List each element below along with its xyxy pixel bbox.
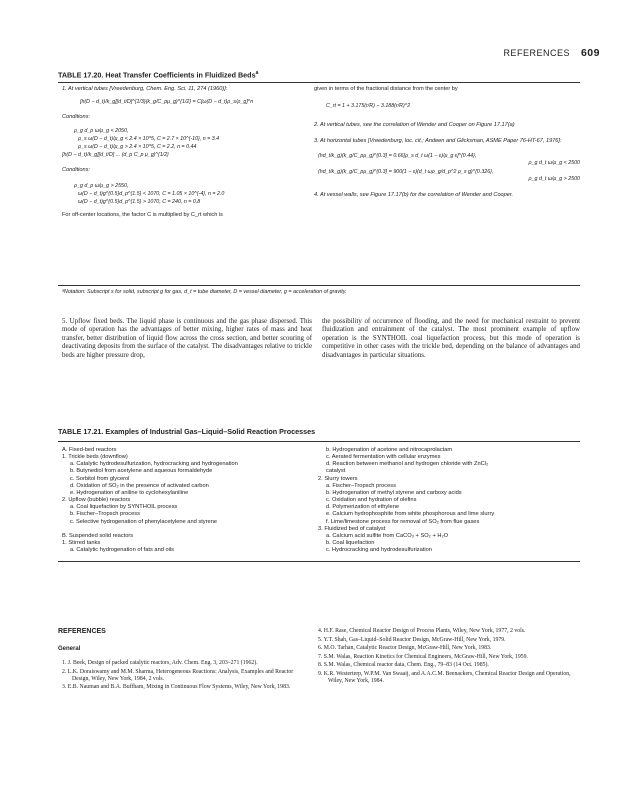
table-17-20-bottom-rule xyxy=(58,285,580,286)
reference-entry: 6. M.O. Tarhan, Catalytic Reactor Design, McGraw-Hill, New York, 1983. xyxy=(318,645,492,652)
reference-entry: 5. Y.T. Shah, Gas–Liquid–Solid Reactor Design, McGraw-Hill, New York, 1979. xyxy=(318,636,506,643)
t21-row: a. Fischer–Tropsch process xyxy=(326,482,396,489)
table-17-20-right-column xyxy=(314,86,580,199)
table-17-21-top-rule xyxy=(58,441,580,442)
t21-row: a. Calcium acid sulfite from CaCO₃ + SO₂ + H₂O xyxy=(326,532,449,539)
references-subheading: General xyxy=(58,646,81,652)
table-17-21-bottom-rule xyxy=(58,561,580,562)
t20-item-1: 1. At vertical tubes [Vreedenburg, Chem. Eng. Sci. 11, 274 (1960)]: xyxy=(62,86,228,92)
t20-equation-1: [h(D − d_t)/k_g][d_t/D]^{1/3}(k_g/C_pμ_g)^{1/2} = C[ω(D − d_t)ρ_s/ρ_g]^n xyxy=(80,99,254,106)
table-17-21-right-column xyxy=(318,447,580,554)
t20-conditions-1: Conditions: xyxy=(62,114,90,121)
t20-item-3: 3. At horizontal tubes [Vreedenburg, loc. cit.; Andeen and Glicksman, ASME Paper 76-HT-67, 1976]: xyxy=(314,137,562,144)
references-heading: REFERENCES xyxy=(58,628,106,635)
reference-entry: 2. L.K. Doraiswamy and M.M. Sharma, Heterogeneous Reactions: Analysis, Examples and Reactor Design, Wiley, New York, 1984, 2 vols. xyxy=(62,668,294,682)
t21-row: b. Coal liquefaction xyxy=(326,540,375,547)
table-17-20-footnote: ᵃNotation: Subscript s for solid, subscript g for gas, d_t = tube diameter, D = vessel diameter, g = acceleration of gravity. xyxy=(62,289,347,295)
t21-row: c. Aerated fermentation with cellular enzymes xyxy=(326,454,441,461)
body-text-left: 5. Upflow fixed beds. The liquid phase is continuous and the gas phase dispersed. This mode of operation has the advantages of better mixing, higher rates of mass and heat transfer, better distribution of liquid flow across the cross section, and better scouring of deactivating deposits from the surface of the catalyst. The disadvantages relative to trickle beds are higher pressure drop, xyxy=(62,318,312,359)
t21-row: b. Fischer–Tropsch process xyxy=(70,511,140,518)
t21-row: a. Catalytic hydrodesulfurization, hydrocracking and hydrogenation xyxy=(70,461,238,468)
t21-row: f. Lime/limestone process for removal of SO₂ from flue gases xyxy=(326,518,480,525)
t20-condition-1b: ρ_s ω(D − d_t)/μ_g < 2.4 × 10^5, C = 2.7 × 10^{-10}, n = 3.4 xyxy=(78,135,220,142)
t20-offcenter-note: For off-center locations, the factor C is multiplied by C_rt which is xyxy=(62,212,223,219)
t20-conditions-2: Conditions: xyxy=(62,167,90,174)
t20-item-2: 2. At vertical tubes, see the correlation of Wender and Cooper on Figure 17.17(a) xyxy=(314,122,515,129)
t21-row: b. Hydrogenation of methyl styrene and carboxy acids xyxy=(326,489,462,496)
t21-row: c. Selective hydrogenation of phenylacetylene and styrene xyxy=(70,518,218,525)
t21-row: c. Sorbitol from glycerol xyxy=(70,475,130,482)
t20-condition-1d: [h(D − d_t)/k_g][d_t/D] ... (d_p C_p μ_g)^{1/2} xyxy=(62,152,169,159)
table-17-20-top-rule xyxy=(58,82,580,83)
t21-row: d. Oxidation of SO₂ in the presence of activated carbon xyxy=(70,482,209,489)
t21-row: B. Suspended solid reactors xyxy=(62,532,134,539)
table-17-20-left-column xyxy=(62,86,310,219)
t21-row: a. Catalytic hydrogenation of fats and oils xyxy=(70,547,175,554)
t21-row: 2. Upflow (bubble) reactors xyxy=(62,497,131,504)
running-header-section: REFERENCES xyxy=(503,48,570,58)
t21-row: b. Hydrogenation of acetone and nitrocaprolactam xyxy=(326,447,453,453)
t20-condition-1a: ρ_g d_p ω/μ_g < 2050, xyxy=(74,127,129,134)
t20-equation-3a: (hd_t/k_g)(k_g/C_pμ_g)^{0.3} = 0.66[ρ_s d_t ω(1 − ε)/μ_g ε]^{0.44}, xyxy=(318,152,477,159)
table-17-21-title: TABLE 17.21. Examples of Industrial Gas–Liquid–Solid Reaction Processes xyxy=(58,427,316,436)
t21-row: 1. Trickle beds (downflow) xyxy=(62,454,128,461)
table-17-21-left-column xyxy=(62,447,314,554)
t20-condition-3b: ρ_g d_t ω/μ_g > 2500 xyxy=(528,176,580,183)
reference-entry: 4. H.F. Rase, Chemical Reactor Design of Process Plants, Wiley, New York, 1977, 2 vols. xyxy=(318,628,526,634)
t21-row: 2. Slurry towers xyxy=(318,475,358,482)
body-text-right: the possibility of occurrence of flooding, and the need for mechanical restraint to prevent fluidization and entrainment of the catalyst. The most prominent example of upflow operation is the SYNTHOIL coal liquefaction process, but this mode of operation is competitive in other cases with the trickle bed, depending on the balance of advantages and disadvantages in particular situations. xyxy=(322,318,580,359)
t21-row: 1. Stirred tanks xyxy=(62,539,101,546)
t21-row: e. Calcium hydrophosphite from white phosphorous and lime slurry xyxy=(326,511,495,518)
page-number: 609 xyxy=(580,47,600,59)
t21-row: a. Coal liquefaction by SYNTHOIL process xyxy=(70,504,178,511)
t20-equation-3b: (hd_t/k_g)(k_g/C_pμ_g)^{0.3} = 900(1 − ε)(d_t ωρ_g/d_p^2 ρ_s g)^{0.326}, xyxy=(318,169,494,176)
t20-condition-3a: ρ_g d_t ω/μ_g < 2500 xyxy=(528,160,580,167)
t21-row: e. Hydrogenation of aniline to cyclohexylaniline xyxy=(70,489,189,496)
t21-row: c. Hydrocracking and hydrodesulfurization xyxy=(326,547,432,554)
t21-row: d. Polymerization of ethylene xyxy=(326,504,400,511)
t20-item-4: 4. At vessel walls, see Figure 17.17(b) for the correlation of Wender and Cooper. xyxy=(314,191,514,198)
t21-row: d. Reaction between methanol and hydrogen chloride with ZnCl₂ xyxy=(326,461,489,468)
references-right-column xyxy=(318,628,580,687)
t20-condition-2c: ω(D − d_t)g^{0.5}d_p^{1.5} > 1070, C = 240, n = 0.8 xyxy=(78,199,201,206)
t20-condition-2a: ρ_g d_p ω/μ_g > 2550, xyxy=(74,182,129,189)
reference-entry: 1. J. Beek, Design of packed catalytic reactors, Adv. Chem. Eng. 3, 203–271 (1962). xyxy=(62,660,258,666)
table-17-20-title-mark: a xyxy=(255,70,259,76)
t21-row: c. Oxidation and hydration of olefins xyxy=(326,497,417,504)
t20-given-text: given in terms of the fractional distance from the center by xyxy=(314,86,458,92)
t21-row: A. Fixed-bed reactors xyxy=(62,447,117,453)
reference-entry: 9. K.R. Westerterp, W.P.M. Van Swaaij, and A.A.C.M. Beenackers, Chemical Reactor Design and Operation, Wiley, New York, 1984. xyxy=(318,670,571,685)
t20-condition-2b: ω(D − d_t)g^{0.5}d_p^{1.5} < 1070, C = 1.05 × 10^{-4}, n = 2.0 xyxy=(78,190,225,197)
t21-row: catalyst xyxy=(326,468,346,475)
running-header xyxy=(503,47,600,59)
t21-row xyxy=(62,526,314,533)
reference-entry: 3. E.B. Nauman and B.A. Buffham, Mixing in Continuous Flow Systems, Wiley, New York, 1983. xyxy=(62,684,291,691)
reference-entry: 7. S.M. Walas, Reaction Kinetics for Chemical Engineers, McGraw-Hill, New York, 1959. xyxy=(318,653,529,660)
table-17-20-title: TABLE 17.20. Heat Transfer Coefficients in Fluidized Beds$^a$ xyxy=(58,70,259,80)
t21-row: 3. Fluidized bed of catalyst xyxy=(318,525,386,532)
references-left-column xyxy=(62,660,310,693)
reference-entry: 8. S.M. Walas, Chemical reactor data, Chem. Eng., 79–83 (14 Oct. 1985). xyxy=(318,662,489,669)
t20-condition-1c: ρ_s ω(D − d_t)/μ_g > 2.4 × 10^5, C = 2.2, n = 0.44 xyxy=(78,144,197,151)
t20-crt-equation: C_rt = 1 + 3.175(r/R) − 3.188(r/R)^2 xyxy=(326,103,411,110)
t21-row: b. Butynediol from acetylene and aqueous formaldehyde xyxy=(70,468,213,475)
